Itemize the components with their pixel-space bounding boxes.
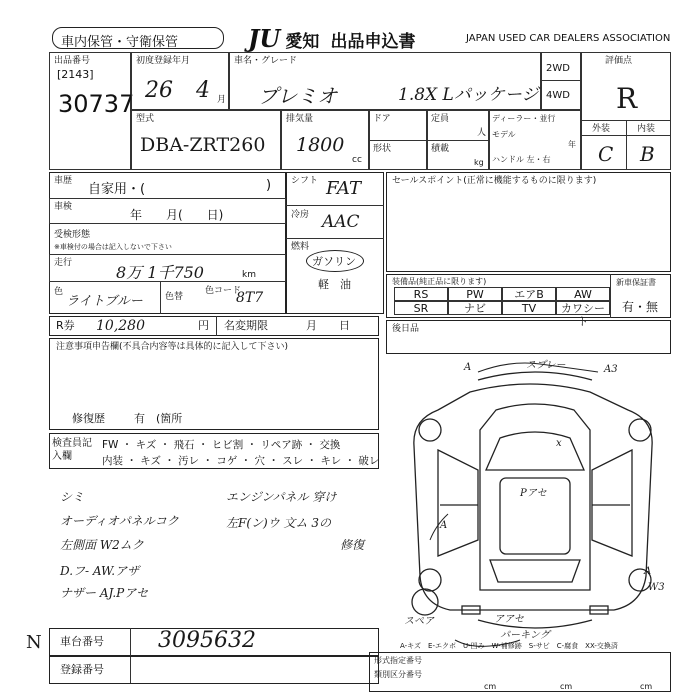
option-label: エアB (514, 288, 544, 301)
first-reg-year: 26 (145, 78, 173, 103)
handwritten-note: ナザー AJ.Pアセ (60, 586, 149, 600)
ac-label: 冷房 (291, 210, 310, 220)
mileage-value: 8万 1千750 (116, 263, 204, 282)
handwritten-note: オーディオパネルコク (60, 514, 179, 528)
first-reg-month: 4 (196, 78, 210, 103)
org-name-en: JAPAN USED CAR DEALERS ASSOCIATION (466, 33, 671, 44)
diagram-mark: A (440, 520, 448, 531)
diagram-mark: スプレー (526, 360, 566, 371)
first-reg-month-unit: 月 (217, 95, 227, 105)
usage-paren: ) (266, 178, 272, 193)
usage-value: 自家用・( (88, 182, 146, 197)
drive-2wd: 2WD (546, 63, 570, 74)
new-manual-label: 新車保証書 (616, 278, 656, 287)
grade-value: 1.8X Lパッケージ (398, 85, 539, 105)
diagram-mark: A3 (604, 364, 618, 375)
post-label: 後日品 (392, 324, 420, 334)
door-label: ドア (373, 114, 391, 124)
car-number-label: 車台番号 (60, 635, 104, 648)
genuine-label: 装備品(純正品に限ります) (392, 277, 487, 286)
yen-unit: 円 (198, 319, 209, 332)
r-ticket-value: 10,280 (96, 318, 145, 334)
rating-value: R (616, 82, 638, 115)
kg-unit: kg (474, 158, 484, 167)
fuel-diesel: 軽 油 (318, 278, 351, 291)
cm-unit-1: cm (484, 682, 497, 691)
interior-line: 内装 ・ キズ ・ 汚レ ・ コゲ ・ 穴 ・ スレ ・ キレ ・ 破レ (102, 455, 380, 467)
displacement-label: 排気量 (286, 114, 314, 124)
exterior-value: C (598, 142, 614, 166)
shape-label: 形状 (373, 144, 392, 154)
interior-label: 内装 (637, 124, 656, 134)
cc-unit: cc (352, 155, 362, 165)
new-manual-value: 有・無 (622, 300, 659, 314)
usage-label: 車歴 (54, 176, 73, 186)
diagram-mark: アアセ (494, 614, 524, 625)
dealer-label: ディーラー・並行 (492, 114, 556, 123)
option-label: カワシート (561, 302, 605, 328)
repair-label: 修復歴 (72, 412, 105, 425)
handwritten-note: 修復 (340, 538, 365, 552)
color-code-label: 色コード (205, 286, 242, 296)
handwritten-note: シミ (60, 490, 85, 504)
r-ticket-label: R券 (56, 319, 75, 332)
dims-label2: 類別区分番号 (374, 670, 422, 679)
inspector-label: 検査員記入欄 (52, 438, 92, 462)
fw-line: FW ・ キズ ・ 飛石 ・ ヒビ割 ・ リペア跡 ・ 交換 (102, 439, 341, 451)
car-number-value: 3095632 (158, 628, 256, 653)
listing-number-code: [2143] (57, 68, 94, 81)
damage-legend: A-キズ E-エクボ U-凹み W-補修跡 S-サビ C-腐食 XX-交換済 (400, 642, 618, 650)
diagram-mark: A (644, 566, 652, 577)
year-unit: 年 (568, 140, 576, 149)
option-label: ナビ (464, 302, 486, 315)
diagram-mark: A (464, 362, 472, 373)
dims-label: 形式指定番号 (374, 656, 422, 665)
km-unit: km (242, 270, 256, 280)
first-reg-label: 初度登録年月 (136, 56, 191, 66)
capacity-label: 定員 (431, 114, 450, 124)
listing-number-label: 出品番号 (54, 56, 91, 66)
inspection-line: 年 月( 日) (130, 208, 224, 222)
rating-label: 評価点 (605, 56, 633, 66)
reception-note: ※車検付の場合は記入しないで下さい (54, 243, 172, 251)
diagram-front-note: パーキング (500, 630, 550, 641)
inspection-label: 車検 (54, 202, 73, 212)
handwritten-note: 左側面 W2ムク (60, 538, 144, 552)
handle-label: ハンドル 左・右 (492, 155, 551, 164)
fuel-gas: ガソリン (312, 255, 356, 268)
color-code-value: 8T7 (236, 290, 264, 306)
model-label: 型式 (136, 114, 155, 124)
handwritten-note: エンジンパネル 穿け (226, 490, 337, 504)
selling-label: セールスポイント(正常に機能するものに限ります) (392, 176, 597, 186)
cm-unit-2: cm (560, 682, 573, 691)
listing-number-value: 30737 (58, 90, 135, 118)
ju-logo: JU (248, 24, 281, 53)
expiry-line: 月 日 (306, 319, 350, 332)
diagram-mark: x (556, 438, 562, 449)
mileage-label: 走行 (54, 258, 73, 268)
option-label: RS (413, 288, 429, 301)
reg-number-label: 登録番号 (60, 663, 104, 676)
model-value: DBA-ZRT260 (140, 134, 266, 156)
handwritten-note: 左F(ン)ウ 文ム 3の (226, 516, 331, 530)
color-label: 色 (54, 287, 64, 297)
form-title: 出品申込書 (330, 32, 416, 52)
color-no-label: 色替 (165, 292, 184, 302)
diagram-mark: スペア (404, 616, 434, 627)
option-label: SR (413, 302, 429, 315)
drive-4wd: 4WD (546, 90, 570, 101)
model-year-label: モデル (492, 130, 516, 139)
person-unit: 人 (477, 128, 487, 138)
option-label: AW (574, 288, 592, 301)
fuel-label: 燃料 (291, 242, 310, 252)
car-name-label: 車名・グレード (234, 56, 298, 66)
side-mark: N (26, 632, 42, 653)
displacement-value: 1800 (296, 134, 345, 156)
org-region: 愛知 (285, 32, 320, 52)
shift-label: シフト (291, 176, 319, 186)
reception-label: 受検形態 (54, 230, 91, 240)
ac-value: AAC (322, 212, 360, 232)
diagram-mark: Pアセ (520, 488, 547, 499)
storage-label: 車内保管・守衛保管 (61, 35, 179, 50)
caution-label: 注意事項申告欄(不具合内容等は具体的に記入して下さい) (56, 342, 289, 352)
shift-value: FAT (326, 178, 361, 199)
option-label: PW (466, 288, 484, 301)
repair-value: 有 (箇所 (134, 412, 183, 425)
color-value: ライトブルー (66, 294, 143, 309)
car-name-value: プレミオ (258, 84, 338, 108)
diagram-mark: W3 (648, 582, 665, 593)
cm-unit-3: cm (640, 682, 653, 691)
load-label: 積載 (431, 144, 450, 154)
handwritten-note: D.フ- AW.アザ (60, 564, 140, 578)
expiry-label: 名変期限 (224, 319, 268, 332)
exterior-label: 外装 (592, 124, 611, 134)
interior-value: B (640, 142, 655, 166)
option-label: TV (521, 302, 537, 315)
